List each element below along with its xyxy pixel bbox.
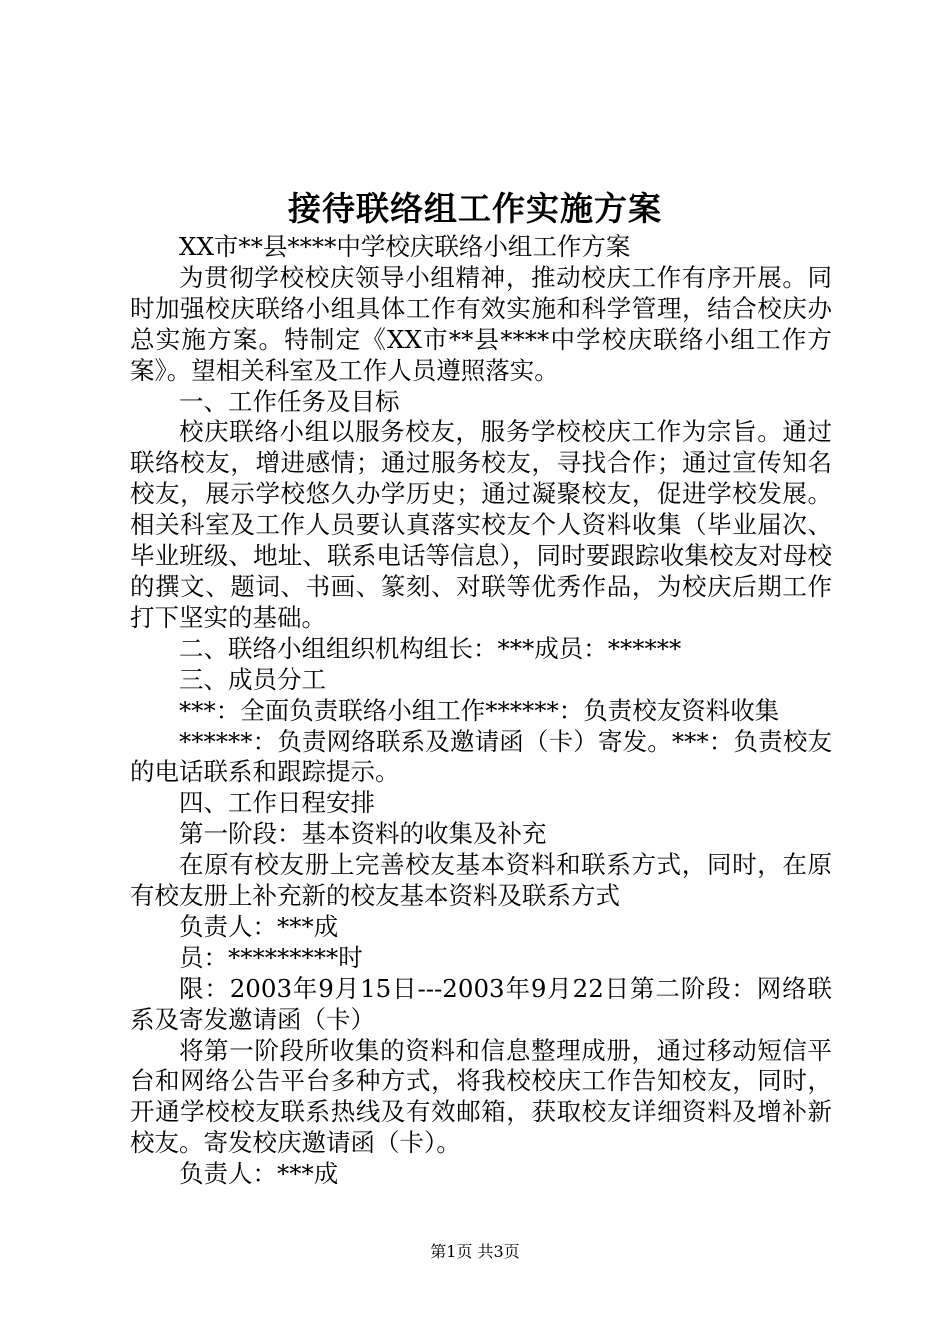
paragraph: 员：*********时: [179, 942, 363, 972]
paragraph: 限：2003年9月15日---2003年9月22日第二阶段：网络联系及寄发邀请函（卡）: [130, 973, 832, 1034]
paragraph: 负责人：***成: [179, 1159, 339, 1189]
paragraph: 校庆联络小组以服务校友，服务学校校庆工作为宗旨。通过联络校友，增进感情；通过服务校友，寻找合作；通过宣传知名校友，展示学校悠久办学历史；通过凝聚校友，促进学校发展。相关科室及工作人员要认真落实校友个人资料收集（毕业届次、毕业班级、地址、联系电话等信息），同时要跟踪收集校友对母校的撰文、题词、书画、篆刻、对联等优秀作品，为校庆后期工作打下坚实的基础。: [130, 417, 832, 632]
paragraph: 负责人：***成: [179, 911, 339, 941]
section-heading: 二、联络小组组织机构组长：***成员：******: [179, 633, 682, 663]
paragraph: ***：全面负责联络小组工作******：负责校友资料收集: [179, 695, 780, 725]
paragraph: 将第一阶段所收集的资料和信息整理成册，通过移动短信平台和网络公告平台多种方式，将我校校庆工作告知校友，同时，开通学校校友联系热线及有效邮箱，获取校友详细资料及增补新校友。寄发校庆邀请函（卡）。: [130, 1035, 832, 1158]
section-heading: 三、成员分工: [179, 664, 326, 694]
section-heading: 一、工作任务及目标: [179, 386, 400, 416]
document-body: [130, 232, 832, 1190]
document-title: 接待联络组工作实施方案: [288, 189, 662, 228]
page-number-footer: 第1页 共3页: [430, 1242, 520, 1261]
paragraph: ******：负责网络联系及邀请函（卡）寄发。***：负责校友的电话联系和跟踪提示。: [130, 726, 832, 787]
section-heading: 四、工作日程安排: [179, 788, 375, 818]
paragraph: 在原有校友册上完善校友基本资料和联系方式，同时，在原有校友册上补充新的校友基本资料及联系方式: [130, 850, 832, 911]
paragraph: 第一阶段：基本资料的收集及补充: [179, 819, 547, 849]
paragraph: XX市**县****中学校庆联络小组工作方案: [179, 232, 631, 261]
paragraph: 为贯彻学校校庆领导小组精神，推动校庆工作有序开展。同时加强校庆联络小组具体工作有效实施和科学管理，结合校庆办总实施方案。特制定《XX市**县****中学校庆联络小组工作方案》。望相关科室及工作人员遵照落实。: [130, 262, 832, 385]
